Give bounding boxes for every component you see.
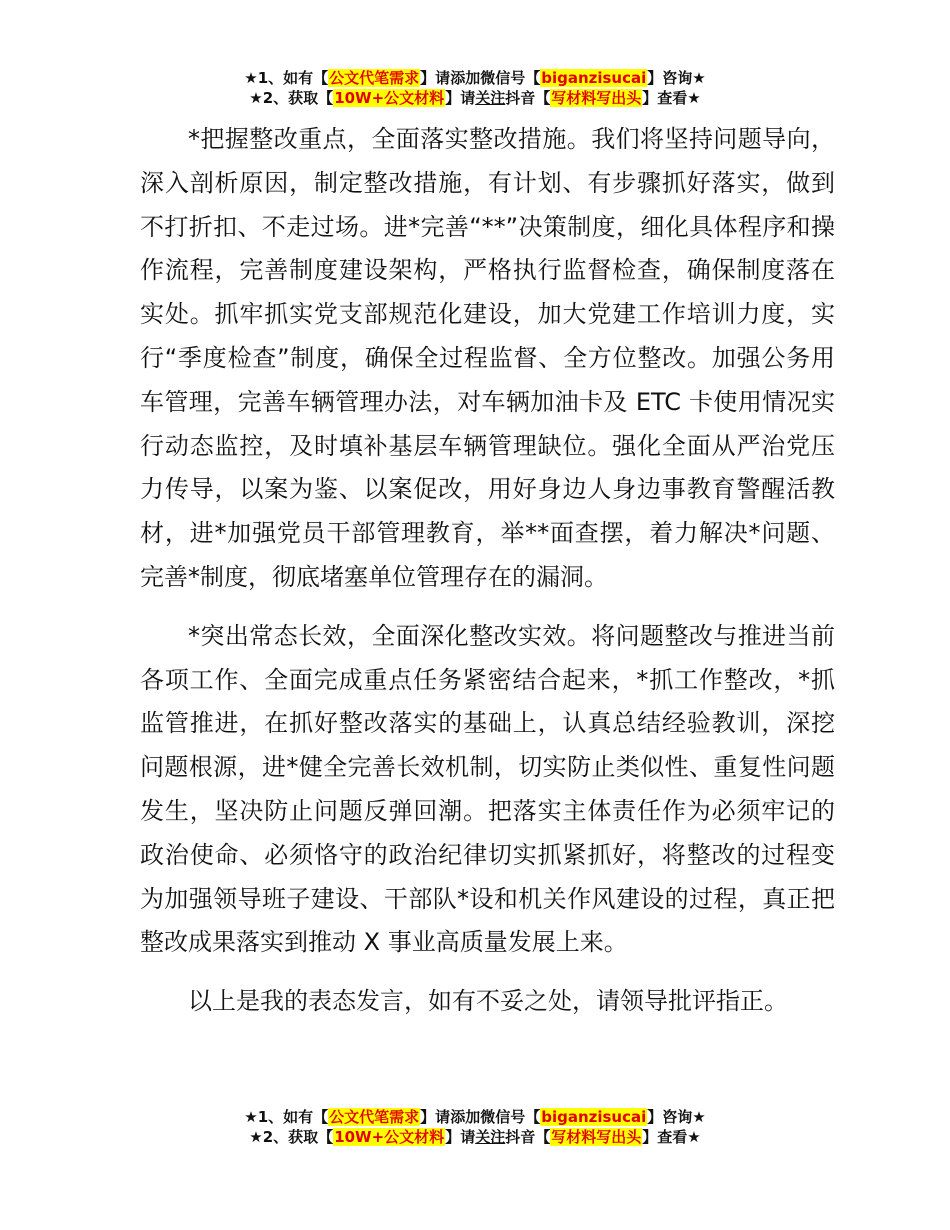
paragraph: *突出常态长效，全面深化整改实效。将问题整改与推进当前各项工作、全面完成重点任务紧密结合起来，*抓工作整改，*抓监管推进，在抓好整改落实的基础上，认真总结经验教训，深挖问题根源，进*健全完善长效机制，切实防止类似性、重复性问题发生，坚决防止问题反弹回潮。把落实主体责任作为必须牢记的政治使命、必须恪守的政治纪律切实抓紧抓好，将整改的过程变为加强领导班子建设、干部队*设和机关作风建设的过程，真正把整改成果落实到推动 X 事业高质量发展上来。: [140, 621, 835, 957]
banner-text: 】查看★: [642, 1128, 701, 1146]
banner-text: 抖音【: [505, 1128, 551, 1146]
banner-text: ★1、如有【: [244, 1108, 329, 1126]
banner-emphasis: 添加: [450, 69, 481, 87]
footer-banner: [0, 1107, 950, 1147]
banner-text: 】查看★: [642, 89, 701, 107]
banner-highlight: 公文代笔需求: [329, 69, 420, 87]
banner-emphasis: 添加: [450, 1108, 481, 1126]
banner-line-1: [0, 68, 950, 88]
banner-text: ★2、获取【: [249, 1128, 334, 1146]
banner-text: 微信号【: [480, 69, 541, 87]
banner-text: 】咨询★: [647, 69, 706, 87]
banner-emphasis: 关注: [475, 89, 506, 107]
banner-emphasis: 关注: [475, 1128, 506, 1146]
banner-highlight: 公文代笔需求: [329, 1108, 420, 1126]
banner-line-2: [0, 1127, 950, 1147]
banner-line-1: [0, 1107, 950, 1127]
banner-text: 】请: [420, 1108, 451, 1126]
banner-text: ★2、获取【: [249, 89, 334, 107]
banner-highlight: biganzisucai: [541, 1108, 647, 1126]
header-banner: [0, 68, 950, 108]
paragraph: *把握整改重点，全面落实整改措施。我们将坚持问题导向，深入剖析原因，制定整改措施，有计划、有步骤抓好落实，做到不打折扣、不走过场。进*完善“**”决策制度，细化具体程序和操作流程，完善制度建设架构，严格执行监督检查，确保制度落在实处。抓牢抓实党支部规范化建设，加大党建工作培训力度，实行“季度检查”制度，确保全过程监督、全方位整改。加强公务用车管理，完善车辆管理办法，对车辆加油卡及 ETC 卡使用情况实行动态监控，及时填补基层车辆管理缺位。强化全面从严治党压力传导，以案为鉴、以案促改，用好身边人身边事教育警醒活教材，进*加强党员干部管理教育，举**面查摆，着力解决*问题、完善*制度，彻底堵塞单位管理存在的漏洞。: [140, 125, 835, 591]
banner-text: 】请: [445, 89, 476, 107]
banner-text: ★1、如有【: [244, 69, 329, 87]
banner-text: 】请: [445, 1128, 476, 1146]
banner-text: 】咨询★: [647, 1108, 706, 1126]
banner-highlight: 10W+公文材料: [334, 89, 445, 107]
banner-text: 】请: [420, 69, 451, 87]
banner-text: 抖音【: [505, 89, 551, 107]
banner-line-2: [0, 88, 950, 108]
banner-highlight: 写材料写出头: [551, 89, 642, 107]
banner-highlight: biganzisucai: [541, 69, 647, 87]
paragraph-closing: 以上是我的表态发言，如有不妥之处，请领导批评指正。: [188, 987, 788, 1016]
document-body: [140, 118, 835, 1024]
banner-highlight: 写材料写出头: [551, 1128, 642, 1146]
banner-highlight: 10W+公文材料: [334, 1128, 445, 1146]
banner-text: 微信号【: [480, 1108, 541, 1126]
